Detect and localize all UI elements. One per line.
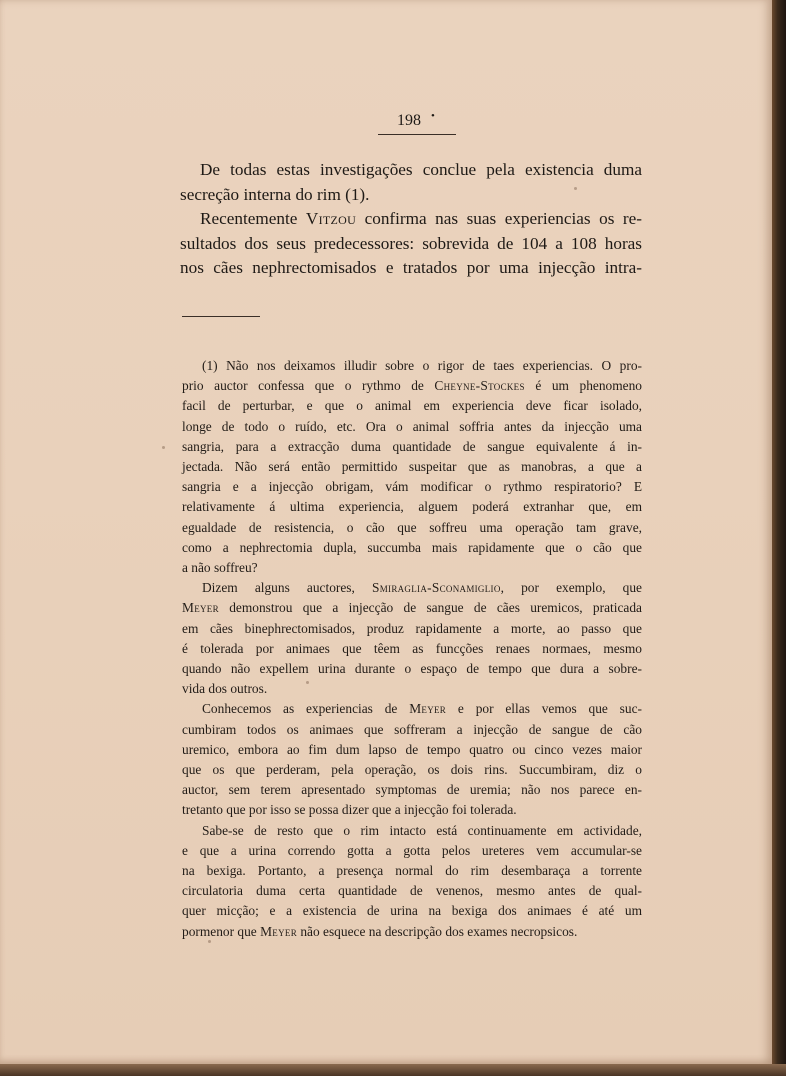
footnote-line: quer micção; e a existencia de urina na bexiga dos animaes é até um	[182, 903, 642, 919]
footnote-line: auctor, sem terem apresentado symptomas de uremia; não nos parece en-	[182, 782, 642, 798]
main-text	[180, 158, 642, 281]
body-line: nos cães nephrectomisados e tratados por uma injecção intra-	[180, 258, 642, 277]
author-name: Meyer	[260, 923, 297, 939]
footnote-line: egualdade de resistencia, o cão que soffreu uma operação tam grave,	[182, 519, 642, 535]
paper-speck	[306, 681, 309, 684]
footnote-line: que os que perderam, pela operação, os dois rins. Succumbiram, diz o	[182, 762, 642, 778]
footnote-line: pormenor que Meyer não esquece na descripção dos exames necropsicos.	[182, 923, 578, 939]
page-number-value: 198	[397, 112, 421, 129]
paragraph-2	[180, 207, 642, 281]
footnote-line: vida dos outros.	[182, 681, 268, 697]
footnote-line: sangria, para a extracção duma quantidade de sangue equivalente á in-	[182, 438, 642, 454]
footnote-line: Meyer demonstrou que a injecção de sangue de cães uremicos, praticada	[182, 600, 642, 616]
footnote-line: uremico, embora ao fim dum lapso de tempo quatro ou cinco vezes maior	[182, 741, 642, 757]
page-mark: •	[431, 110, 435, 122]
footnote-line: a não soffreu?	[182, 560, 258, 576]
author-name: Smiraglia-Sconamiglio	[371, 580, 501, 596]
paper-speck	[208, 940, 211, 943]
page-bottom-edge	[0, 1064, 786, 1076]
footnote-line: Conhecemos as experiencias de Meyer e por ellas vemos que suc-	[202, 701, 642, 717]
author-name: Cheyne-Stockes	[434, 378, 525, 394]
body-line-compound	[180, 207, 642, 232]
footnote-block	[182, 356, 642, 942]
footnote-line: (1) Não nos deixamos illudir sobre o rigor de taes experiencias. O pro-	[202, 358, 642, 373]
footnote-line: longe de todo o ruído, etc. Ora o animal soffria antes da injecção uma	[182, 418, 642, 434]
body-line: sultados dos seus predecessores: sobrevida de 104 a 108 horas	[180, 233, 642, 253]
author-name: Vitzou	[305, 209, 357, 228]
footnote-line: jectada. Não será então permittido suspeitar que as manobras, a que a	[182, 459, 642, 475]
body-line: secreção interna do rim (1).	[180, 184, 370, 204]
footnote-line: prio auctor confessa que o rythmo de Cheyne-Stockes é um phenomeno	[182, 378, 642, 394]
paper-speck	[162, 446, 165, 449]
footnote-line: sangria e a injecção obrigam, vám modificar o rythmo respiratorio? E	[182, 479, 642, 495]
footnote-line: e que a urina correndo gotta a gotta pelos ureteres vem accumular-se	[182, 842, 642, 858]
footnote-line: como a nephrectomia dupla, succumba mais rapidamente que o cão que	[182, 539, 642, 555]
body-text: confirma nas suas experiencias os re-	[356, 209, 643, 228]
footnote-line: na bexiga. Portanto, a presença normal do rim desembaraça a torrente	[182, 863, 642, 879]
footnote-line: facil de perturbar, e que o animal em experiencia deve ficar isolado,	[182, 398, 642, 414]
footnote-line: em cães binephrectomisados, produz rapidamente a morte, ao passo que	[182, 620, 642, 636]
footnote-line: cumbiram todos os animaes que soffreram a injecção de sangue de cão	[182, 721, 642, 737]
author-name: Meyer	[182, 600, 219, 616]
footnote-line: é tolerada por animaes que têem as funcções renaes normaes, mesmo	[182, 640, 642, 656]
footnote-line: relativamente á ultima experiencia, alguem poderá extranhar que, em	[182, 499, 642, 515]
footnote-line: circulatoria duma certa quantidade de venenos, mesmo antes de qual-	[182, 883, 642, 899]
footnote-line: quando não expellem urina durante o espaço de tempo que dura a sobre-	[182, 661, 642, 677]
page-number	[397, 110, 435, 130]
paragraph-1	[180, 158, 642, 207]
body-text: Recentemente	[200, 209, 306, 228]
author-name: Meyer	[409, 701, 447, 717]
page-edge	[772, 0, 786, 1076]
body-line: De todas estas investigações conclue pela existencia duma	[200, 160, 642, 179]
footnote-rule	[182, 316, 260, 317]
paper-speck	[574, 187, 577, 190]
footnote-line: Dizem alguns auctores, Smiraglia-Sconamiglio, por exemplo, que	[202, 580, 642, 596]
footnote-line: tretanto que por isso se possa dizer que a injecção foi tolerada.	[182, 802, 517, 818]
footnote-line: Sabe-se de resto que o rim intacto está continuamente em actividade,	[202, 822, 642, 838]
header-rule	[378, 134, 456, 135]
